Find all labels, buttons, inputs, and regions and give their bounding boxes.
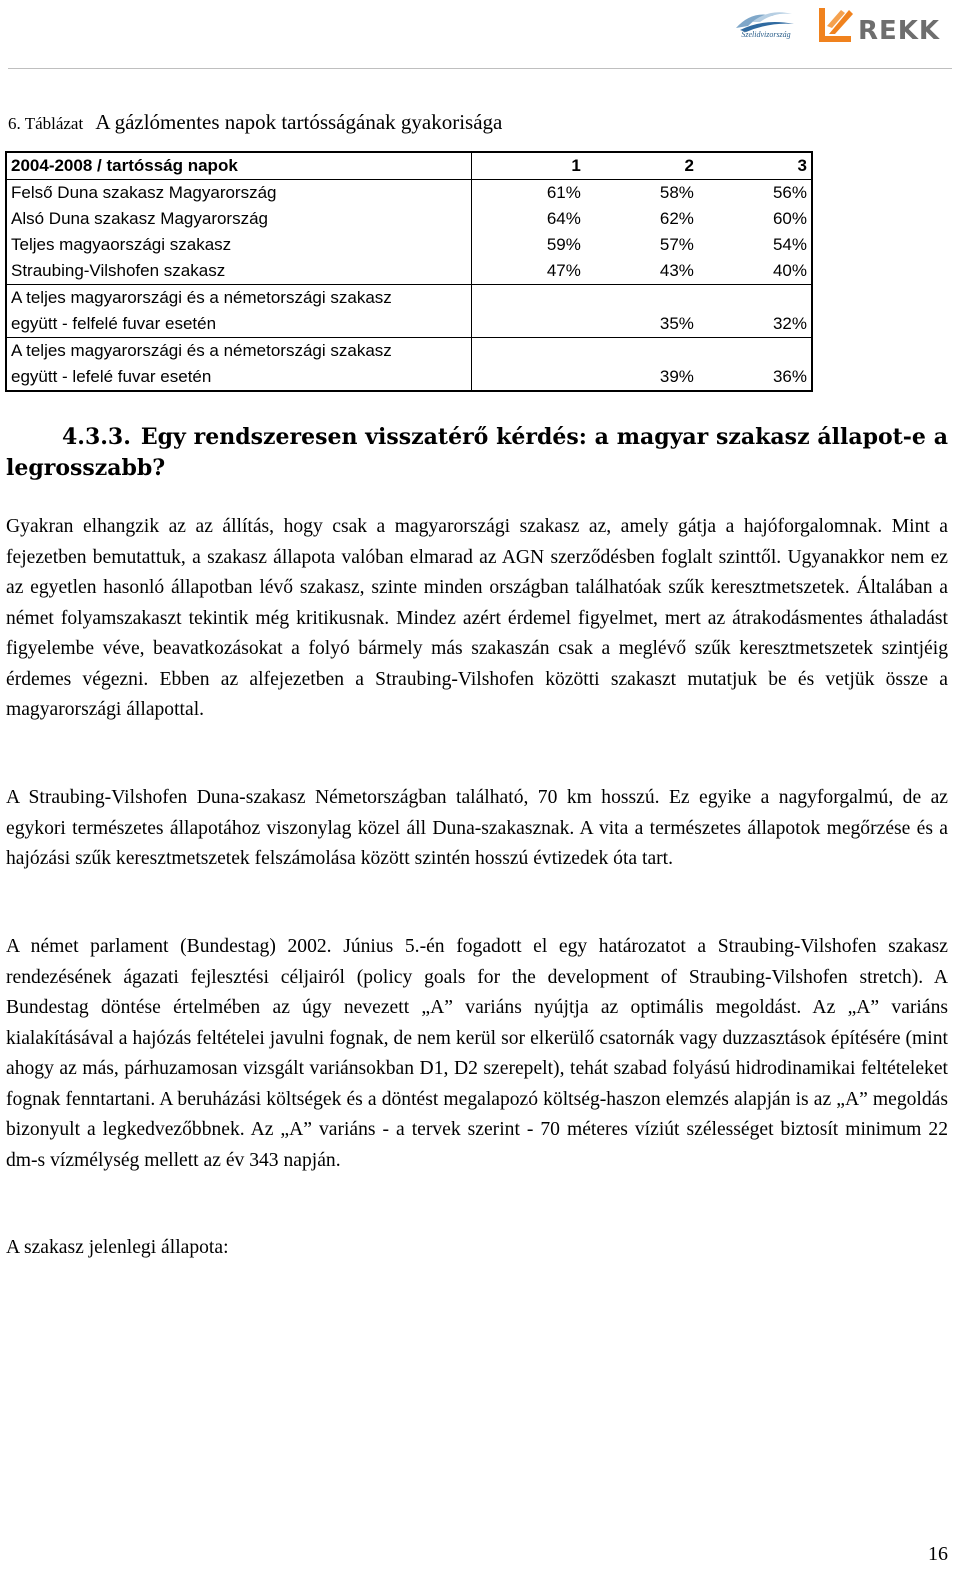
table-cell: 40% — [698, 258, 812, 285]
table-cell-line: A teljes magyarországi és a németországi szakasz — [11, 341, 392, 360]
section-number: 4.3.3. — [62, 424, 131, 450]
table-header-row — [6, 152, 812, 180]
table-caption-number: 6. Táblázat — [8, 114, 84, 133]
table-cell: 62% — [659, 209, 694, 228]
section-title: Egy rendszeresen visszatérő kérdés: a magyar szakasz állapot-e a legrosszabb? — [6, 424, 948, 481]
table-caption-title: A gázlómentes napok tartósságának gyakorisága — [95, 110, 503, 134]
table-header-cell: 2 — [585, 152, 698, 180]
table-row — [6, 338, 812, 392]
table-cell-line: együtt - felfelé fuvar esetén — [11, 314, 217, 333]
body-paragraph: Gyakran elhangzik az az állítás, hogy csak a magyarországi szakasz az, amely gátja a hajóforgalomnak. Mint a fejezetben bemutattuk, a szakasz állapota valóban elmarad az AGN szerződésben foglalt szinttől. Ugyanakkor nem ez az egyetlen hasonló állapotban lévő szakasz, szinte minden országban találhatóak szűk keresztmetszetek. Általában a német folyamszakaszt tekintik még kritikusnak. Mindez azért érdemel figyelmet, mert az átrakodásmentes áthaladást figyelembe véve, beavatkozásokat a folyó bármely más szakaszán csak a meglévő szűk keresztmetszetek szintjéig érdemes végezni. Ebben az alfejezetben a Straubing-Vilshofen közötti szakaszt mutatjuk be és vetjük össze a magyarországi állapottal. — [6, 516, 948, 720]
table-cell: 57% — [659, 235, 694, 254]
szelidvizorszag-logo-text: Szelidvizország — [741, 30, 791, 39]
table-cell-line: együtt - lefelé fuvar esetén — [11, 367, 212, 386]
table-cell: 60% — [698, 206, 812, 232]
table-cell: 64% — [546, 209, 581, 228]
table-cell: Felső Duna szakasz Magyarország — [6, 180, 471, 207]
table-cell: 47% — [546, 261, 581, 280]
rekk-logo-text: REKK — [858, 16, 941, 46]
frequency-table — [5, 151, 813, 392]
table-row — [6, 206, 812, 232]
body-paragraph: A német parlament (Bundestag) 2002. Június 5.-én fogadott el egy határozatot a Straubing-Vilshofen szakasz rendezésének ágazati fejlesztési céljairól (policy goals for the development of Straubing-Vilshofen stretch). A Bundestag döntése értelmében az úgy nevezett „A” variáns nyújtja az optimális megoldást. Az „A” variáns kialakításával a hajózás feltételei javulni fognak, de nem kerül sor elkerülő csatornák vagy duzzasztások építésére (mint ahogy az más, párhuzamosan vizsgált variánsokban D1, D2 szerepelt), tehát szabad folyású hidrodinamikai feltételeket fognak fenntartani. A beruházási költségek és a döntést megalapozó költség-haszon elemzés alapján is az „A” megoldás bizonyult a legkedvezőbbnek. Az „A” variáns - a tervek szerint - 70 méteres víziút szélességet biztosít minimum 22 dm-s vízmélység mellett az év 343 napján. — [6, 936, 948, 1171]
table-cell: 43% — [659, 261, 694, 280]
page-number: 16 — [928, 1543, 948, 1565]
table-cell: 39% — [585, 338, 698, 392]
table-cell: 58% — [659, 183, 694, 202]
table-row — [6, 232, 812, 258]
header-divider — [8, 68, 952, 69]
table-cell: Alsó Duna szakasz Magyarország — [6, 206, 471, 232]
table-row — [6, 285, 812, 338]
table-cell — [471, 285, 585, 338]
table-cell — [6, 285, 471, 338]
table-cell: 32% — [698, 285, 812, 338]
table-header-cell: 1 — [471, 152, 585, 180]
table-cell-line: A teljes magyarországi és a németországi szakasz — [11, 288, 392, 307]
table-caption — [8, 110, 948, 135]
table-cell: 35% — [585, 285, 698, 338]
section-heading — [6, 422, 948, 484]
table-row — [6, 258, 812, 285]
table-cell: Straubing-Vilshofen szakasz — [6, 258, 471, 285]
page-header — [0, 0, 960, 70]
body-paragraph: A Straubing-Vilshofen Duna-szakasz Németországban található, 70 km hosszú. Ez egyike a nagyforgalmú, de az egykori természetes állapotához viszonylag közel áll Duna-szakasznak. A vita a természetes állapotok megőrzése és a hajózási szűk keresztmetszetek felszámolása között szintén hosszú évtizedek óta tart. — [6, 787, 948, 869]
table-header-cell: 2004-2008 / tartósság napok — [6, 152, 471, 180]
body-paragraph: A szakasz jelenlegi állapota: — [6, 1237, 229, 1258]
szelidvizorszag-logo — [730, 4, 802, 46]
table-cell: 36% — [698, 338, 812, 392]
table-row — [6, 180, 812, 207]
table-cell: 61% — [546, 183, 581, 202]
table-cell: Teljes magyaországi szakasz — [6, 232, 471, 258]
table-cell: 56% — [698, 180, 812, 207]
table-cell — [471, 338, 585, 392]
rekk-logo-mark — [815, 6, 855, 44]
table-cell: 54% — [698, 232, 812, 258]
table-header-cell: 3 — [698, 152, 812, 180]
table-cell — [6, 338, 471, 392]
table-cell: 59% — [546, 235, 581, 254]
